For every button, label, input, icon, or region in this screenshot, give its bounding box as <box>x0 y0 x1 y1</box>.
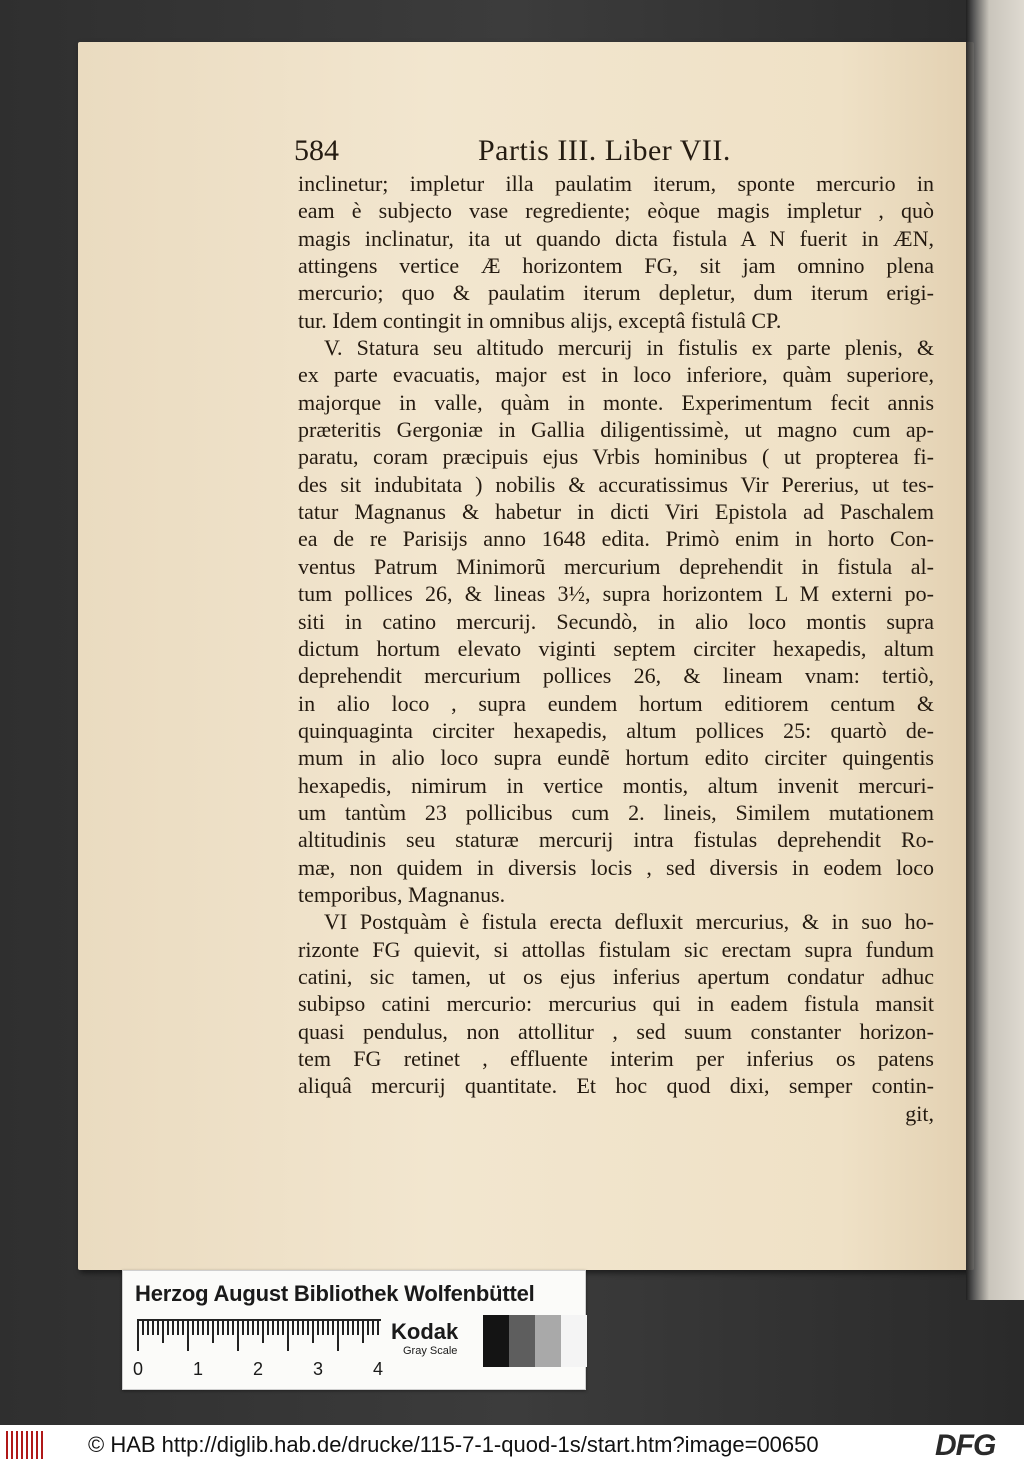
gutter-glyph <box>1016 376 1024 386</box>
gutter-glyph <box>1016 996 1024 1006</box>
gray-swatch <box>483 1315 509 1367</box>
text-line: tatur Magnanus & habetur in dicti Viri Epistola ad Paschalem <box>298 499 934 525</box>
ruler-tick <box>167 1319 169 1335</box>
gutter-glyph <box>1016 748 1024 758</box>
text-line: aliquâ mercurij quantitate. Et hoc quod dixi, semper contin- <box>298 1073 934 1099</box>
text-line: præteritis Gergoniæ in Gallia diligentissimè, ut magno cum ap- <box>298 417 934 443</box>
ruler-tick <box>247 1319 249 1335</box>
ruler-tick <box>207 1319 209 1335</box>
page-text <box>298 170 934 1127</box>
text-line: mæ, non quidem in diversis locis , sed diversis in eodem loco <box>298 854 934 880</box>
ruler-tick <box>377 1319 379 1335</box>
footer-bar <box>0 1425 1024 1465</box>
ruler-scale <box>137 1319 381 1353</box>
ruler-tick <box>297 1319 299 1335</box>
kodak-subtitle: Gray Scale <box>403 1345 458 1357</box>
ruler-tick <box>292 1319 294 1335</box>
gutter-glyph <box>1016 872 1024 882</box>
ruler-tick <box>172 1319 174 1335</box>
text-line: V. Statura seu altitudo mercurij in fistulis ex parte plenis, & <box>324 335 934 361</box>
ruler-tick <box>272 1319 274 1335</box>
gutter-glyph <box>1016 686 1024 696</box>
library-color-label <box>122 1270 586 1390</box>
ruler-tick <box>332 1319 334 1335</box>
text-line: magis inclinatur, ita ut quando dicta fistula A N fuerit in ÆN, <box>298 225 934 251</box>
ruler-tick <box>362 1319 364 1343</box>
text-line: catini, sic tamen, ut os ejus inferius apertum condatur adhuc <box>298 963 934 989</box>
ruler-tick <box>337 1319 339 1351</box>
ruler-tick <box>162 1319 164 1343</box>
text-line: hexapedis, nimirum in vertice montis, altum invenit mercuri- <box>298 772 934 798</box>
gutter-glyph <box>1016 252 1024 262</box>
gutter-glyph <box>1016 438 1024 448</box>
library-name: Herzog August Bibliothek Wolfenbüttel <box>135 1281 535 1306</box>
ruler-tick <box>282 1319 284 1335</box>
running-head: Partis III. Liber VII. <box>478 134 731 167</box>
text-line: ex parte evacuatis, major est in loco inferiore, quàm superiore, <box>298 362 934 388</box>
gutter-glyph <box>1016 1058 1024 1068</box>
ruler-tick <box>232 1319 234 1335</box>
text-line: quasi pendulus, non attollitur , sed suum constanter horizon- <box>298 1018 934 1044</box>
ruler-number: 2 <box>253 1359 264 1379</box>
ruler-tick <box>352 1319 354 1335</box>
gutter-glyph <box>1016 934 1024 944</box>
text-line: inclinetur; impletur illa paulatim iterum, sponte mercurio in <box>298 171 934 196</box>
ruler-tick <box>182 1319 184 1335</box>
text-line: altitudinis seu staturæ mercurij intra fistulas deprehendit Ro- <box>298 827 934 853</box>
ruler-tick <box>137 1319 139 1351</box>
ruler-tick <box>252 1319 254 1335</box>
text-line: temporibus, Magnanus. <box>298 881 506 907</box>
ruler-tick <box>212 1319 214 1343</box>
dfg-logo: DFG <box>935 1429 996 1462</box>
hab-logo-icon <box>6 1431 48 1459</box>
gutter-glyph <box>1016 190 1024 200</box>
text-line: VI Postquàm è fistula erecta defluxit mercurius, & in suo ho- <box>324 909 934 935</box>
kodak-logo: Kodak <box>391 1319 459 1344</box>
ruler-number: 0 <box>133 1359 144 1379</box>
ruler-tick <box>197 1319 199 1335</box>
text-line: um tantùm 23 pollicibus cum 2. lineis, Similem mutationem <box>298 799 934 825</box>
text-line: majorque in valle, quàm in monte. Experimentum fecit annis <box>298 389 934 415</box>
ruler-tick <box>187 1319 189 1351</box>
ruler-tick <box>307 1319 309 1335</box>
gutter-glyph <box>1016 624 1024 634</box>
text-line: tem FG retinet , effluente interim per inferius os patens <box>298 1046 934 1071</box>
text-line: ea de re Parisijs anno 1648 edita. Primò enim in horto Con- <box>298 526 934 552</box>
gutter-glyph <box>1016 810 1024 820</box>
ruler-tick <box>267 1319 269 1335</box>
text-line: tur. Idem contingit in omnibus alijs, exceptâ fistulâ CP. <box>298 307 782 333</box>
ruler-number: 1 <box>193 1359 204 1379</box>
ruler-tick <box>312 1319 314 1343</box>
gray-swatch <box>509 1315 535 1367</box>
text-line: quinquaginta circiter hexapedis, altum pollices 25: quartò de- <box>298 717 934 743</box>
text-line: siti in catino mercurij. Secundò, in alio loco montis supra <box>298 608 934 634</box>
ruler-tick <box>222 1319 224 1335</box>
text-line: mercurio; quo & paulatim iterum depletur, dum iterum erigi- <box>298 280 934 306</box>
text-line: attingens vertice Æ horizontem FG, sit jam omnino plena <box>298 253 934 279</box>
text-line: rizonte FG quievit, si attollas fistulam sic erectam supra fundum <box>298 936 934 962</box>
ruler-tick <box>287 1319 289 1351</box>
ruler-tick <box>327 1319 329 1335</box>
ruler-tick <box>372 1319 374 1335</box>
gutter-glyph <box>1016 314 1024 324</box>
ruler-tick <box>257 1319 259 1335</box>
ruler-tick <box>317 1319 319 1335</box>
text-line: deprehendit mercurium pollices 26, & lineam vnam: tertiò, <box>298 663 934 689</box>
text-line: subipso catini mercurio: mercurius qui in eadem fistula mansit <box>298 991 934 1017</box>
ruler-tick <box>302 1319 304 1335</box>
ruler-tick <box>367 1319 369 1335</box>
text-line: ventus Patrum Minimorũ mercurium deprehendit in fistula al- <box>298 553 934 579</box>
ruler-tick <box>242 1319 244 1335</box>
ruler-tick <box>142 1319 144 1335</box>
ruler-tick <box>347 1319 349 1335</box>
text-line: dictum hortum elevato viginti septem circiter hexapedis, altum <box>298 635 934 661</box>
ruler-tick <box>192 1319 194 1335</box>
ruler-line <box>137 1319 381 1321</box>
page-number: 584 <box>294 134 339 167</box>
ruler-tick <box>157 1319 159 1335</box>
ruler-tick <box>277 1319 279 1335</box>
ruler-tick <box>322 1319 324 1335</box>
copyright-url: © HAB http://diglib.hab.de/drucke/115-7-1-quod-1s/start.htm?image=00650 <box>88 1432 819 1457</box>
ruler-tick <box>152 1319 154 1335</box>
ruler-tick <box>262 1319 264 1343</box>
text-line: mum in alio loco supra eundẽ hortum edito circiter quingentis <box>298 745 934 771</box>
ruler-tick <box>202 1319 204 1335</box>
text-line: eam è subjecto vase regrediente; eòque magis impletur , quò <box>298 198 934 224</box>
gray-swatch <box>535 1315 561 1367</box>
ruler-tick <box>217 1319 219 1335</box>
text-line: in alio loco , supra eundem hortum editiorem centum & <box>298 690 934 716</box>
gutter-glyph <box>1016 500 1024 510</box>
ruler-tick <box>147 1319 149 1335</box>
ruler-number: 3 <box>313 1359 324 1379</box>
text-line: des sit indubitata ) nobilis & accuratissimus Vir Pererius, ut tes- <box>298 471 934 497</box>
text-line: tum pollices 26, & lineas 3½, supra horizontem L M externi po- <box>298 581 934 607</box>
page-header <box>294 134 774 168</box>
ruler-tick <box>342 1319 344 1335</box>
gutter-glyph <box>1016 562 1024 572</box>
ruler-tick <box>237 1319 239 1351</box>
ruler-tick <box>177 1319 179 1335</box>
gray-swatch <box>561 1315 587 1367</box>
ruler-number: 4 <box>373 1359 384 1379</box>
text-line: git, <box>905 1100 934 1126</box>
ruler-tick <box>227 1319 229 1335</box>
text-line: paratu, coram præcipuis ejus Vrbis hominibus ( ut propterea fi- <box>298 444 934 470</box>
ruler-tick <box>357 1319 359 1335</box>
